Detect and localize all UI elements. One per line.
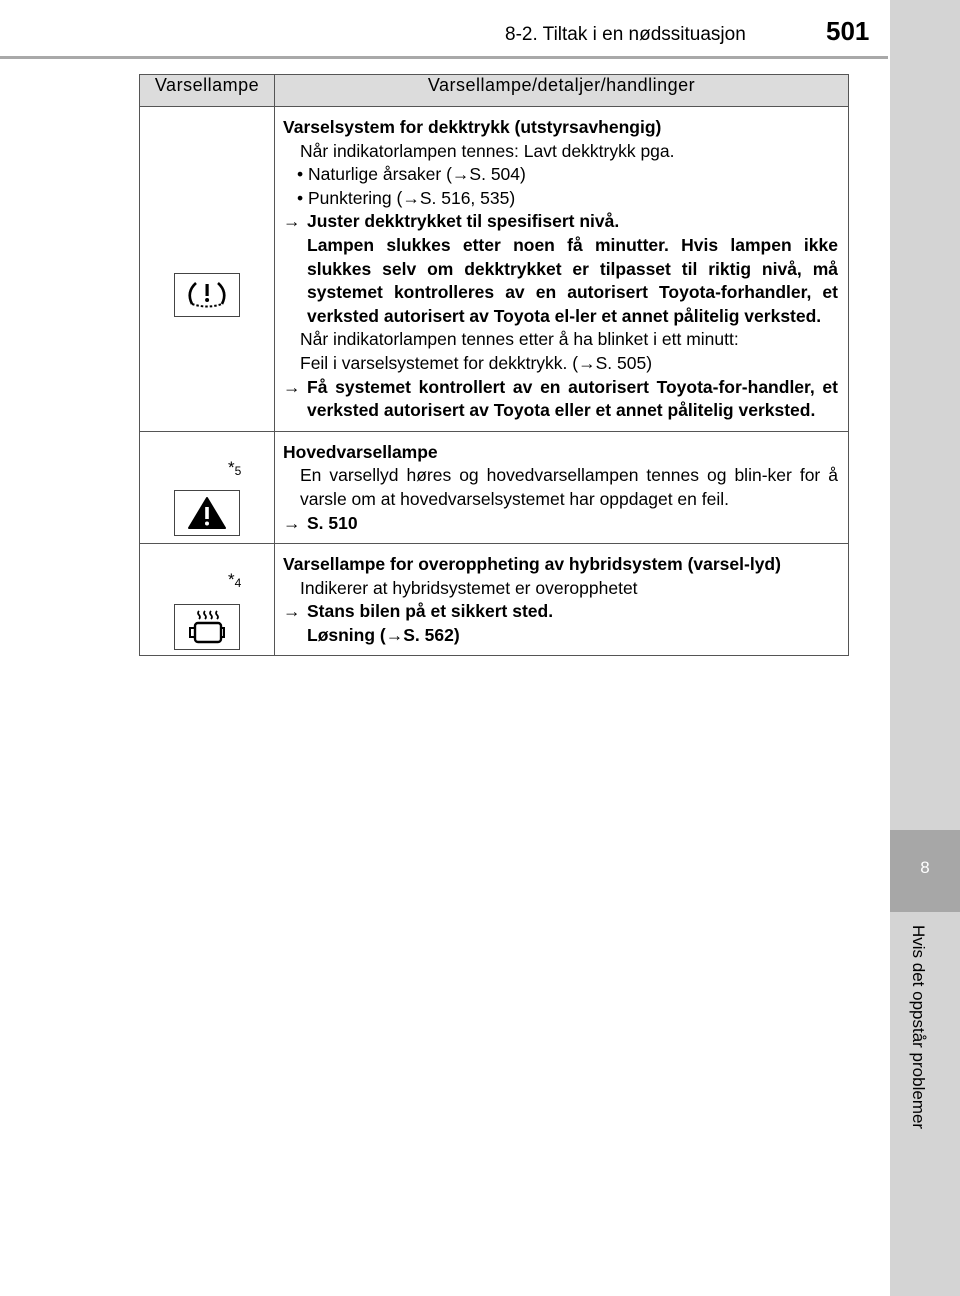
tire-pressure-glyph [184,278,230,312]
row-text: Indikerer at hybridsystemet er overopphetet [300,577,638,598]
header-divider [0,56,888,59]
details-cell [275,107,849,432]
lamp-cell [140,544,275,656]
row-text: En varsellyd høres og hovedvarsellampen tennes og blin-ker for å varsle om at hovedvarselsystemet har oppdaget en feil. [300,465,838,509]
column-header-lamp: Varsellampe [140,75,275,107]
action-text: S. 510 [307,512,358,533]
tire-pressure-warning-icon [174,273,240,317]
lamp-cell [140,107,275,432]
arrow-icon: → [283,512,301,533]
action-text: Juster dekktrykket til spesifisert nivå. [307,211,620,232]
action-line [283,376,838,423]
warning-triangle-glyph [187,496,227,530]
bullet-item: • Punktering (→S. 516, 535) [297,187,516,208]
overheat-glyph [184,608,230,646]
lamp-cell [140,431,275,543]
bullet-item: • Naturlige årsaker (→S. 504) [297,164,526,185]
arrow-icon: → [283,211,301,232]
row-title: Hovedvarsellampe [283,441,438,462]
table-row [140,544,849,656]
column-header-details: Varsellampe/detaljer/handlinger [275,75,849,107]
row-title: Varsellampe for overoppheting av hybridsystem (varsel-lyd) [283,554,781,575]
chapter-number: 8 [920,858,930,877]
row-text: Når indikatorlampen tennes: Lavt dekktrykk pga. [300,140,675,161]
arrow-icon: → [283,376,301,397]
row-text: Når indikatorlampen tennes etter å ha blinket i ett minutt: [300,329,739,350]
action-text: Stans bilen på et sikkert sted. [307,601,554,622]
page-number: 501 [826,16,870,46]
action-text: Få systemet kontrollert av en autorisert Toyota-for-handler, et verksted autorisert av Toyota eller et annet pålitelig verksted. [307,376,838,421]
warning-lamp-table [139,74,849,656]
table-header-row [140,75,849,107]
action-line [283,210,838,234]
chapter-number-box [890,830,960,912]
row-title: Varselsystem for dekktrykk (utstyrsavhengig) [283,117,662,137]
table-row [140,107,849,432]
section-title: 8-2. Tiltak i en nødssituasjon [505,24,746,45]
action-line [283,512,838,536]
footnote-marker: $*_5$ [228,457,242,478]
chapter-title: Hvis det oppstår problemer [909,925,928,1130]
action-detail: Løsning (→S. 562) [307,624,460,645]
row-text: Feil i varselsystemet for dekktrykk. (→S. 505) [300,352,653,373]
arrow-icon: → [283,601,301,622]
details-cell [275,544,849,656]
table-row [140,431,849,543]
master-warning-icon [174,490,240,536]
details-cell [275,431,849,543]
action-line [283,600,838,624]
action-detail: Lampen slukkes etter noen få minutter. Hvis lampen ikke slukkes selv om dekktrykket er tilpasset til riktig nivå, må systemet kontrolleres av en autorisert Toyota-forhandler, et verksted autorisert av Toyota el-ler et annet pålitelig verksted. [307,234,838,326]
footnote-marker: $*_4$ [228,570,242,591]
hybrid-system-overheat-icon [174,604,240,650]
